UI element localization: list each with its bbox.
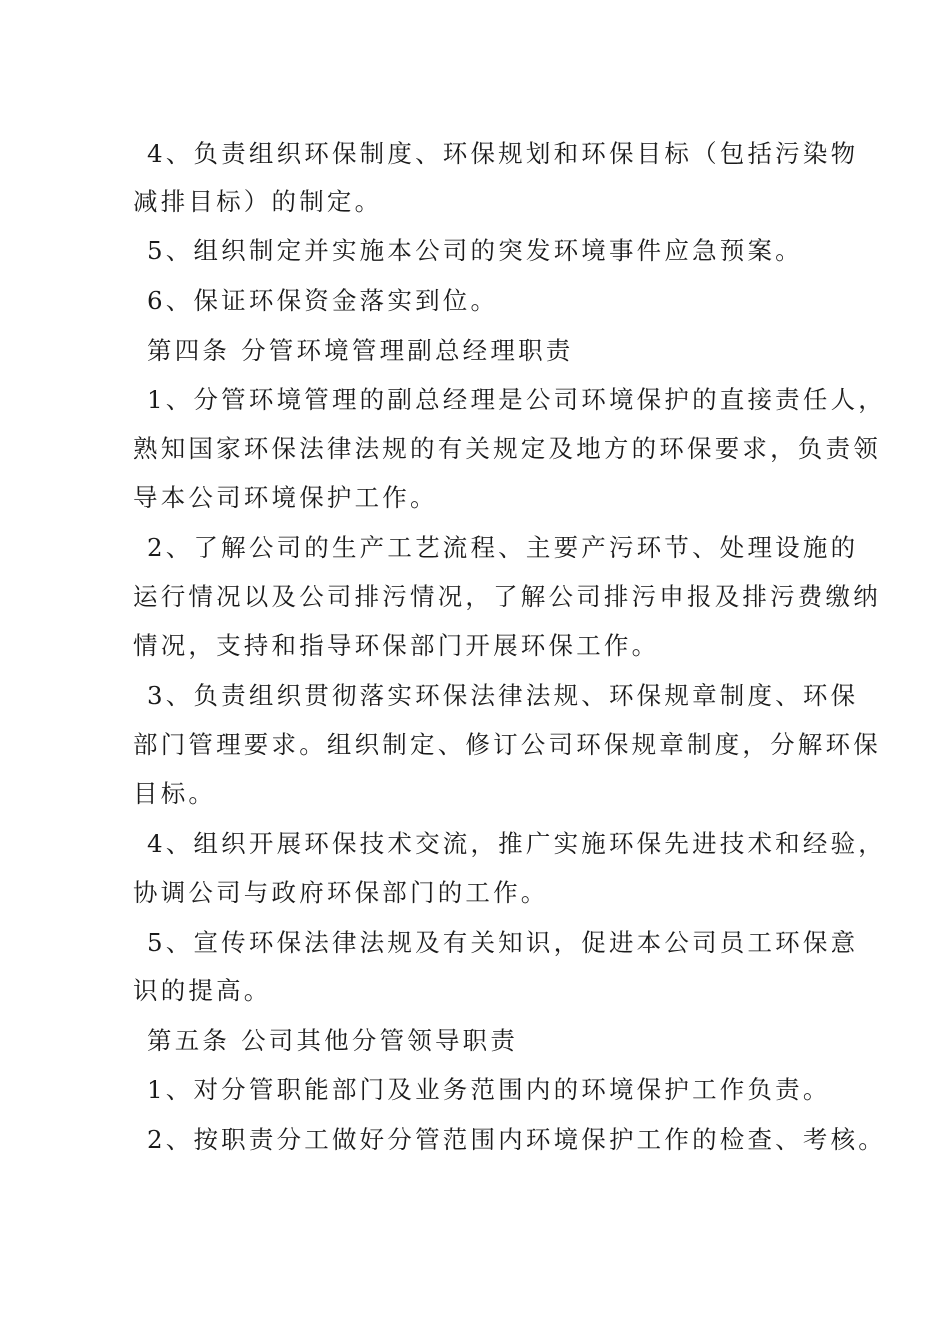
paragraph-line: 1、分管环境管理的副总经理是公司环境保护的直接责任人， (147, 385, 886, 414)
paragraph-line: 目标。 (133, 779, 217, 808)
paragraph-line: 减排目标）的制定。 (133, 187, 383, 216)
paragraph-line: 1、对分管职能部门及业务范围内的环境保护工作负责。 (147, 1075, 831, 1104)
paragraph-line: 部门管理要求。组织制定、修订公司环保规章制度，分解环保 (133, 730, 881, 759)
section-heading: 第四条 分管环境管理副总经理职责 (147, 336, 574, 365)
paragraph-line: 4、组织开展环保技术交流，推广实施环保先进技术和经验， (147, 829, 886, 858)
paragraph-line: 熟知国家环保法律法规的有关规定及地方的环保要求，负责领 (133, 434, 881, 463)
paragraph-line: 2、了解公司的生产工艺流程、主要产污环节、处理设施的 (147, 533, 859, 562)
paragraph-line: 3、负责组织贯彻落实环保法律法规、环保规章制度、环保 (147, 681, 859, 710)
section-heading: 第五条 公司其他分管领导职责 (147, 1026, 519, 1055)
paragraph-line: 运行情况以及公司排污情况，了解公司排污申报及排污费缴纳 (133, 582, 881, 611)
paragraph-line: 情况，支持和指导环保部门开展环保工作。 (133, 631, 660, 660)
paragraph-line: 识的提高。 (133, 976, 272, 1005)
paragraph-line: 2、按职责分工做好分管范围内环境保护工作的检查、考核。 (147, 1125, 886, 1154)
paragraph-line: 协调公司与政府环保部门的工作。 (133, 878, 549, 907)
paragraph-line: 5、组织制定并实施本公司的突发环境事件应急预案。 (147, 236, 803, 265)
paragraph-line: 导本公司环境保护工作。 (133, 483, 438, 512)
paragraph-line: 6、保证环保资金落实到位。 (147, 286, 499, 315)
paragraph-line: 4、负责组织环保制度、环保规划和环保目标（包括污染物 (147, 139, 859, 168)
paragraph-line: 5、宣传环保法律法规及有关知识，促进本公司员工环保意 (147, 928, 859, 957)
